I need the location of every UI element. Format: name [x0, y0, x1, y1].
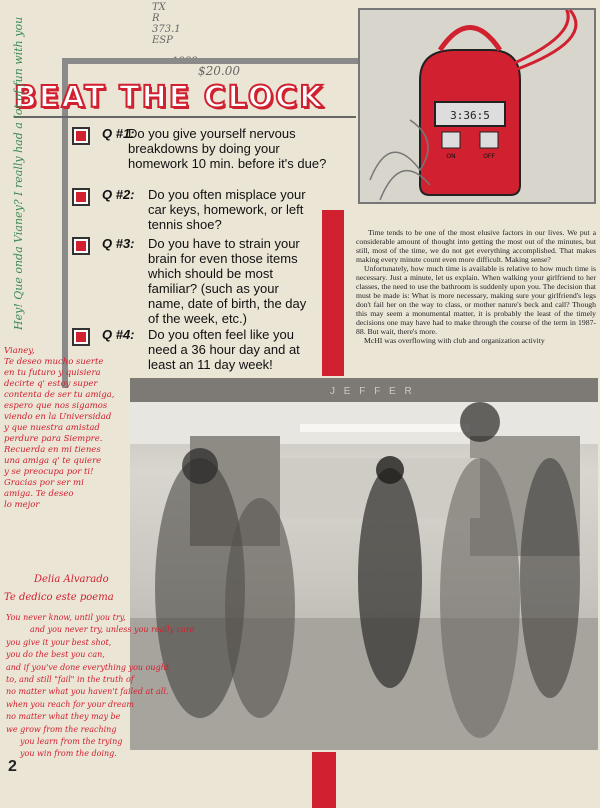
- poem-title: Te dedico este poema: [4, 592, 114, 603]
- pencil-line: 373.1: [152, 24, 181, 35]
- handwritten-line: decirte q' estoy super: [4, 379, 98, 389]
- red-accent-bar: [322, 210, 344, 376]
- clock-button-label-on: ON: [446, 153, 456, 160]
- question-number: Q #2:: [102, 187, 135, 202]
- handwritten-line: Te deseo mucho suerte: [4, 357, 104, 367]
- poem-line: when you reach for your dream: [6, 699, 134, 709]
- red-footer-bar: [312, 752, 336, 808]
- clock-button-label-off: OFF: [483, 153, 495, 160]
- poem-line: we grow from the reaching: [6, 724, 117, 734]
- handwritten-line: amiga. Te deseo: [4, 489, 74, 499]
- pencil-price: $20.00: [198, 64, 240, 78]
- question-number: Q #3:: [102, 236, 135, 251]
- pencil-catalog-note: [152, 2, 240, 78]
- question-text: Do you give yourself nervous breakdowns by doing your homework 10 min. before it's due?: [128, 126, 327, 171]
- poem-line: You never know, until you try,: [6, 613, 126, 622]
- handwritten-line: Recuerda en mi tienes: [4, 445, 101, 455]
- backpack-clock-icon: [360, 10, 594, 202]
- poem-line: and you never try, unless you really care: [30, 625, 195, 635]
- question-text: Do you often misplace your car keys, homework, or left tennis shoe?: [148, 187, 306, 232]
- backpack-clock-illustration: [358, 8, 596, 204]
- handwritten-line: en tu futuro y quisiera: [4, 368, 101, 378]
- handwritten-line: Vianey,: [4, 346, 35, 356]
- question-text: Do you often feel like you need a 36 hour day and at least an 11 day week!: [148, 327, 300, 372]
- frame-top-bar: [62, 58, 358, 64]
- handwritten-line: perdure para Siempre.: [4, 434, 103, 444]
- article-text: [356, 228, 596, 345]
- poem-line: you win from the doing.: [20, 749, 117, 759]
- signature: Delia Alvarado: [34, 574, 109, 585]
- page-number: 2: [8, 758, 17, 775]
- handwritten-line: una amiga q' te quiere: [4, 456, 102, 466]
- handwritten-line: y que nuestra amistad: [4, 423, 100, 433]
- poem-line: no matter what they may be: [6, 712, 121, 722]
- handwritten-line: lo mejor: [4, 500, 40, 510]
- pencil-line: R: [152, 13, 160, 24]
- poem-line: no matter what you haven't failed at all.: [6, 687, 169, 697]
- pencil-line: ESP: [152, 35, 173, 46]
- photo-sign-text: J E F F E R: [330, 386, 415, 397]
- handwritten-line: Gracias por ser mi: [4, 478, 84, 488]
- article-paragraph: Unfortunately, how much time is available is relative to how much time is necessary. Just a minute, let us explain. When walking your girlfriend to her classes, the need to use the bathroom is suddenly upon you. The decision that must be made is: What is more necessary, making sure your girlfriend's legs don't fail her on the way to class, or mother nature's beck and call? Though this may seem a monumental matter, it is probably the least of the timely decisions one may have had to make through the course of the term in 1987-88. But wait, there's more.: [356, 264, 596, 336]
- page-title: BEAT THE CLOCK: [14, 80, 325, 115]
- handwritten-line: contenta de ser tu amiga,: [4, 390, 115, 400]
- handwritten-line: y se preocupa por ti!: [4, 467, 94, 477]
- checkbox-icon: [72, 188, 90, 206]
- question-text: Do you have to strain your brain for even those items which should be most familiar? (such as your name, date of birth, the day of the week, etc.): [148, 236, 307, 326]
- clock-display: 3:36:5: [450, 109, 490, 122]
- article-paragraph: McHI was overflowing with club and organization activity: [364, 336, 545, 345]
- poem-line: you give it your best shot,: [6, 637, 112, 647]
- article-paragraph: Time tends to be one of the most elusive factors in our lives. We put a considerable amount of thought into getting the most out of the minutes, but still, most of the time, we do not get everything accomplished. That makes making every minute count even more difficult. Making sense?: [356, 228, 596, 264]
- handwritten-poem: [6, 612, 246, 761]
- poem-line: and if you've done everything you ought: [6, 662, 170, 672]
- poem-line: to, and still "fail" in the truth of: [6, 675, 134, 685]
- title-rule: [14, 116, 356, 118]
- checkbox-icon: [72, 127, 90, 145]
- checkbox-icon: [72, 328, 90, 346]
- handwritten-note: [4, 346, 134, 511]
- question-number: Q #4:: [102, 327, 135, 342]
- handwritten-line: viendo en la Universidad: [4, 412, 112, 422]
- question-number: Q #1:: [102, 126, 135, 141]
- handwritten-line: espero que nos sigamos: [4, 401, 108, 411]
- pencil-line: TX: [152, 2, 166, 13]
- poem-line: you learn from the trying: [20, 737, 123, 747]
- poem-line: you do the best you can,: [6, 650, 105, 660]
- checkbox-icon: [72, 237, 90, 255]
- green-handwritten-note: Hey! Que onda Vianey? I really had a lot of fun with you: [12, 16, 25, 330]
